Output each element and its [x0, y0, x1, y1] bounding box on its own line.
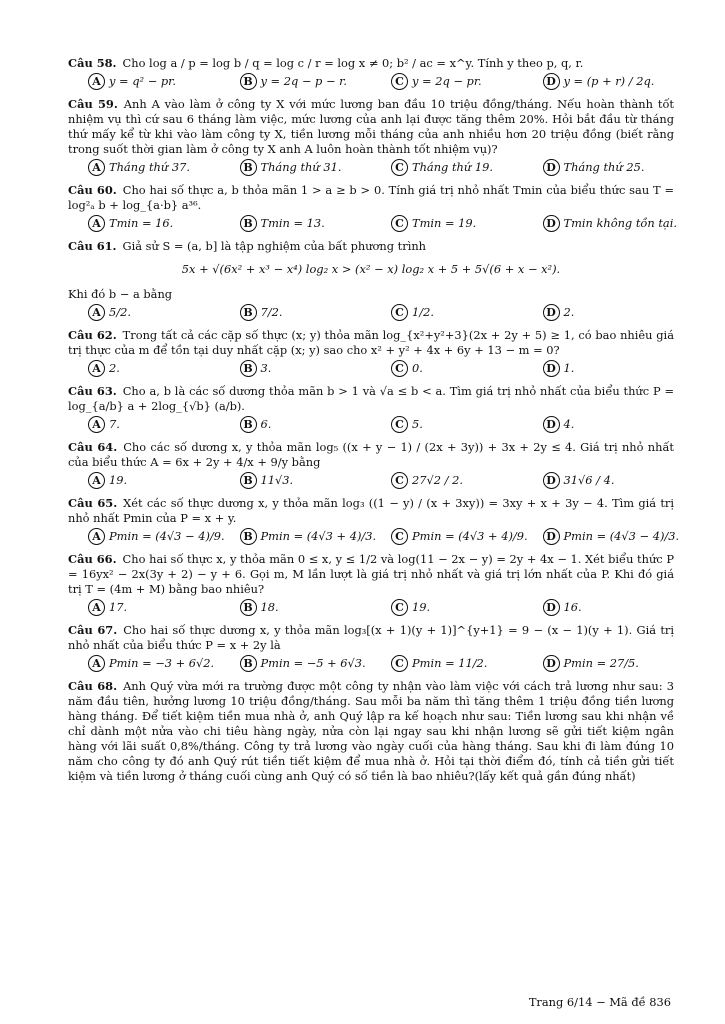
answer-option[interactable]: [523, 304, 675, 321]
option-letter-circle: A: [88, 416, 105, 433]
option-letter-circle: B: [240, 472, 257, 489]
option-letter-circle: C: [391, 599, 408, 616]
question: [68, 679, 674, 784]
option-letter-circle: C: [391, 472, 408, 489]
answer-option[interactable]: [68, 599, 220, 616]
answer-option[interactable]: [68, 360, 220, 377]
option-text: Pmin = 27/5.: [563, 656, 639, 670]
option-text: Tháng thứ 25.: [563, 160, 645, 174]
answer-options: [68, 73, 674, 90]
option-text: 19.: [109, 473, 128, 487]
question: [68, 552, 674, 616]
question-text: Cho hai số thực a, b thỏa mãn 1 > a ≥ b > 0. Tính giá trị nhỏ nhất Tmin của biểu thức sau T = log²ₐ b + log_{a·b} a³⁶.: [68, 183, 674, 212]
question-number: Câu 59.: [68, 97, 118, 111]
question-stem: [68, 496, 674, 526]
answer-option[interactable]: [68, 655, 220, 672]
question-text: Cho hai số thực x, y thỏa mãn 0 ≤ x, y ≤ 1/2 và log(11 − 2x − y) = 2y + 4x − 1. Xét biểu thức P = 16yx² − 2x(3y + 2) − y + 6. Gọi m, M lần lượt là giá trị nhỏ nhất và giá trị lớn nhất của P. Khi đó giá trị T = (4m + M) bằng bao nhiêu?: [68, 552, 674, 596]
answer-option[interactable]: [371, 73, 523, 90]
option-text: Pmin = (4√3 + 4)/9.: [412, 529, 528, 543]
answer-option[interactable]: [220, 360, 372, 377]
answer-option[interactable]: [371, 159, 523, 176]
option-text: 4.: [563, 417, 575, 431]
answer-option[interactable]: [523, 215, 675, 232]
option-text: Tháng thứ 31.: [260, 160, 342, 174]
option-letter-circle: B: [240, 599, 257, 616]
answer-options: [68, 528, 680, 545]
question-stem: [68, 328, 674, 358]
option-letter-circle: D: [543, 360, 560, 377]
answer-options: [68, 215, 677, 232]
answer-option[interactable]: [68, 416, 220, 433]
answer-option[interactable]: [68, 73, 220, 90]
option-letter-circle: A: [88, 159, 105, 176]
question-stem: [68, 239, 674, 254]
answer-option[interactable]: [371, 304, 523, 321]
answer-option[interactable]: [371, 472, 523, 489]
option-text: 19.: [412, 600, 431, 614]
option-letter-circle: A: [88, 215, 105, 232]
option-text: 27√2 / 2.: [412, 473, 463, 487]
option-text: Tmin = 16.: [109, 216, 174, 230]
option-letter-circle: B: [240, 304, 257, 321]
option-text: Pmin = 11/2.: [412, 656, 488, 670]
option-letter-circle: A: [88, 528, 105, 545]
option-text: 7/2.: [260, 305, 283, 319]
option-text: Tmin không tồn tại.: [563, 216, 677, 230]
answer-option[interactable]: [220, 528, 377, 545]
question: [68, 623, 674, 672]
question-number: Câu 63.: [68, 384, 117, 398]
option-text: 11√3.: [260, 473, 294, 487]
answer-option[interactable]: [523, 159, 675, 176]
question: [68, 496, 680, 545]
option-text: Pmin = (4√3 − 4)/9.: [109, 529, 225, 543]
answer-option[interactable]: [523, 655, 675, 672]
question: [68, 183, 677, 232]
option-letter-circle: B: [240, 215, 257, 232]
answer-option[interactable]: [523, 360, 675, 377]
question-number: Câu 58.: [68, 56, 117, 70]
answer-option[interactable]: [371, 655, 523, 672]
option-letter-circle: B: [240, 528, 257, 545]
option-text: 2.: [109, 361, 120, 375]
answer-option[interactable]: [68, 159, 220, 176]
question-stem: [68, 679, 674, 784]
question: [68, 239, 674, 321]
option-text: 7.: [109, 417, 120, 431]
option-text: 2.: [563, 305, 575, 319]
answer-option[interactable]: [220, 599, 372, 616]
question: [68, 440, 674, 489]
option-letter-circle: D: [543, 599, 560, 616]
answer-option[interactable]: [523, 416, 675, 433]
option-text: Pmin = −5 + 6√3.: [260, 656, 366, 670]
question-text: Cho a, b là các số dương thỏa mãn b > 1 và √a ≤ b < a. Tìm giá trị nhỏ nhất của biểu thức P = log_{a/b} a + 2log_{√b} (a/b).: [68, 384, 674, 413]
answer-option[interactable]: [523, 472, 675, 489]
question-text: Cho các số dương x, y thỏa mãn log₅ ((x + y − 1) / (2x + 3y)) + 3x + 2y ≤ 4. Giá trị nhỏ nhất của biểu thức A = 6x + 2y + 4/x + 9/y bằng: [68, 440, 674, 469]
option-letter-circle: C: [391, 215, 408, 232]
option-letter-circle: A: [88, 599, 105, 616]
question-number: Câu 66.: [68, 552, 117, 566]
answer-options: [68, 360, 674, 377]
answer-option[interactable]: [523, 599, 675, 616]
option-letter-circle: C: [391, 416, 408, 433]
question: [68, 384, 674, 433]
option-letter-circle: C: [391, 159, 408, 176]
option-text: Tháng thứ 37.: [109, 160, 190, 174]
option-letter-circle: D: [543, 73, 560, 90]
answer-option[interactable]: [68, 472, 220, 489]
answer-option[interactable]: [371, 528, 528, 545]
option-letter-circle: D: [543, 304, 560, 321]
question-text: Cho hai số thực dương x, y thỏa mãn log₃[(x + 1)(y + 1)]^{y+1} = 9 − (x − 1)(y + 1). Giá trị nhỏ nhất của biểu thức P = x + 2y là: [68, 623, 674, 652]
answer-option[interactable]: [371, 360, 523, 377]
question-stem: [68, 440, 674, 470]
option-letter-circle: C: [391, 304, 408, 321]
option-letter-circle: D: [543, 416, 560, 433]
option-text: y = 2q − p − r.: [260, 74, 347, 88]
question: [68, 56, 674, 90]
option-letter-circle: D: [543, 215, 560, 232]
option-letter-circle: B: [240, 159, 257, 176]
answer-options: [68, 304, 674, 321]
question-text: Giả sử S = (a, b] là tập nghiệm của bất phương trình: [122, 239, 427, 253]
option-text: Tmin = 19.: [412, 216, 477, 230]
option-text: Pmin = −3 + 6√2.: [109, 656, 215, 670]
option-letter-circle: D: [543, 655, 560, 672]
question-text: Cho log a / p = log b / q = log c / r = log x ≠ 0; b² / ac = x^y. Tính y theo p, q, r.: [122, 56, 584, 70]
option-letter-circle: B: [240, 360, 257, 377]
answer-option[interactable]: [371, 215, 523, 232]
answer-option[interactable]: [220, 304, 372, 321]
question-text: Xét các số thực dương x, y thỏa mãn log₃ ((1 − y) / (x + 3xy)) = 3xy + x + 3y − 4. Tìm giá trị nhỏ nhất Pmin của P = x + y.: [68, 496, 674, 525]
question-number: Câu 61.: [68, 239, 117, 253]
answer-option[interactable]: [220, 472, 372, 489]
answer-option[interactable]: [68, 528, 225, 545]
answer-option[interactable]: [68, 215, 220, 232]
option-text: Pmin = (4√3 − 4)/3.: [563, 529, 680, 543]
question-stem: [68, 183, 674, 213]
option-letter-circle: D: [543, 472, 560, 489]
option-letter-circle: C: [391, 528, 408, 545]
option-text: 17.: [109, 600, 128, 614]
option-text: 6.: [260, 417, 272, 431]
question-followup: Khi đó b − a bằng: [68, 287, 173, 301]
option-text: 5/2.: [109, 305, 131, 319]
option-letter-circle: B: [240, 416, 257, 433]
option-text: y = 2q − pr.: [412, 74, 482, 88]
option-letter-circle: D: [543, 528, 560, 545]
option-text: y = (p + r) / 2q.: [563, 74, 655, 88]
question-stem: [68, 56, 674, 71]
option-letter-circle: A: [88, 304, 105, 321]
option-letter-circle: B: [240, 73, 257, 90]
option-letter-circle: B: [240, 655, 257, 672]
option-text: Tháng thứ 19.: [412, 160, 493, 174]
option-text: 0.: [412, 361, 423, 375]
question-number: Câu 67.: [68, 623, 118, 637]
answer-option[interactable]: [523, 73, 675, 90]
question-stem: [68, 552, 674, 597]
option-letter-circle: C: [391, 655, 408, 672]
question-text: Anh Quý vừa mới ra trường được một công ty nhận vào làm việc với cách trả lương như sau: 3 năm đầu tiên, hưởng lương 10 triệu đồng/tháng. Sau mỗi ba năm thì tăng thêm 1 triệu đồng tiền lương hàng tháng. Để tiết kiệm tiền mua nhà ở, anh Quý lập ra kế hoạch như sau: Tiền lương sau khi nhận về chỉ dành một nửa vào chi tiêu hàng ngày, nửa còn lại ngay sau khi nhận lương sẽ gửi tiết kiệm ngân hàng với lãi suất 0,8%/tháng. Công ty trả lương vào ngày cuối của hàng tháng. Sau khi đi làm đúng 10 năm cho công ty đó anh Quý rút tiền tiết kiệm để mua nhà ở. Hỏi tại thời điểm đó, tính cả tiền gửi tiết kiệm và tiền lương ở tháng cuối cùng anh Quý có số tiền là bao nhiêu?(lấy kết quả gần đúng nhất): [68, 679, 675, 783]
question-stem: [68, 623, 674, 653]
option-text: 1/2.: [412, 305, 434, 319]
option-text: y = q² − pr.: [109, 74, 176, 88]
option-letter-circle: C: [391, 360, 408, 377]
option-text: 1.: [563, 361, 575, 375]
answer-option[interactable]: [220, 416, 372, 433]
option-letter-circle: C: [391, 73, 408, 90]
option-text: 3.: [260, 361, 272, 375]
answer-option[interactable]: [220, 215, 372, 232]
answer-options: [68, 472, 674, 489]
option-letter-circle: A: [88, 73, 105, 90]
answer-option[interactable]: [220, 73, 372, 90]
option-text: 18.: [260, 600, 279, 614]
answer-options: [68, 599, 674, 616]
option-letter-circle: A: [88, 655, 105, 672]
question: [68, 328, 674, 377]
question-stem: [68, 384, 674, 414]
answer-options: [68, 655, 674, 672]
option-letter-circle: A: [88, 472, 105, 489]
option-text: 16.: [563, 600, 582, 614]
option-letter-circle: A: [88, 360, 105, 377]
answer-option[interactable]: [523, 528, 680, 545]
option-text: Pmin = (4√3 + 4)/3.: [260, 529, 377, 543]
option-text: Tmin = 13.: [260, 216, 325, 230]
exam-page: [68, 56, 680, 791]
page-footer: Trang 6/14 − Mã đề 836: [528, 995, 671, 1009]
question-stem: [68, 97, 674, 157]
answer-option[interactable]: [371, 416, 523, 433]
question-number: Câu 65.: [68, 496, 118, 510]
question: [68, 97, 674, 176]
answer-option[interactable]: [371, 599, 523, 616]
answer-options: [68, 159, 674, 176]
option-text: 5.: [412, 417, 423, 431]
question-text: Anh A vào làm ở công ty X với mức lương ban đầu 10 triệu đồng/tháng. Nếu hoàn thành tốt nhiệm vụ thì cứ sau 6 tháng làm việc, mức lương của anh lại được tăng thêm 20%. Hỏi bắt đầu từ tháng thứ mấy kể từ khi vào làm công ty X, tiền lương mỗi tháng của anh nhiều hơn 20 triệu đồng (biết rằng trong suốt thời gian làm ở công ty X anh A luôn hoàn thành tốt nhiệm vụ)?: [68, 97, 674, 156]
question-number: Câu 68.: [68, 679, 118, 693]
option-text: 31√6 / 4.: [563, 473, 615, 487]
answer-options: [68, 416, 674, 433]
display-formula: 5x + √(6x² + x³ − x⁴) log₂ x > (x² − x) log₂ x + 5 + 5√(6 + x − x²).: [181, 262, 561, 276]
answer-option[interactable]: [220, 159, 372, 176]
answer-option[interactable]: [68, 304, 220, 321]
option-letter-circle: D: [543, 159, 560, 176]
question-number: Câu 60.: [68, 183, 117, 197]
answer-option[interactable]: [220, 655, 372, 672]
question-number: Câu 64.: [68, 440, 118, 454]
question-text: Trong tất cả các cặp số thực (x; y) thỏa mãn log_{x²+y²+3}(2x + 2y + 5) ≥ 1, có bao nhiêu giá trị thực của m để tồn tại duy nhất cặp (x; y) sao cho x² + y² + 4x + 6y + 13 − m = 0?: [68, 328, 674, 357]
question-number: Câu 62.: [68, 328, 117, 342]
